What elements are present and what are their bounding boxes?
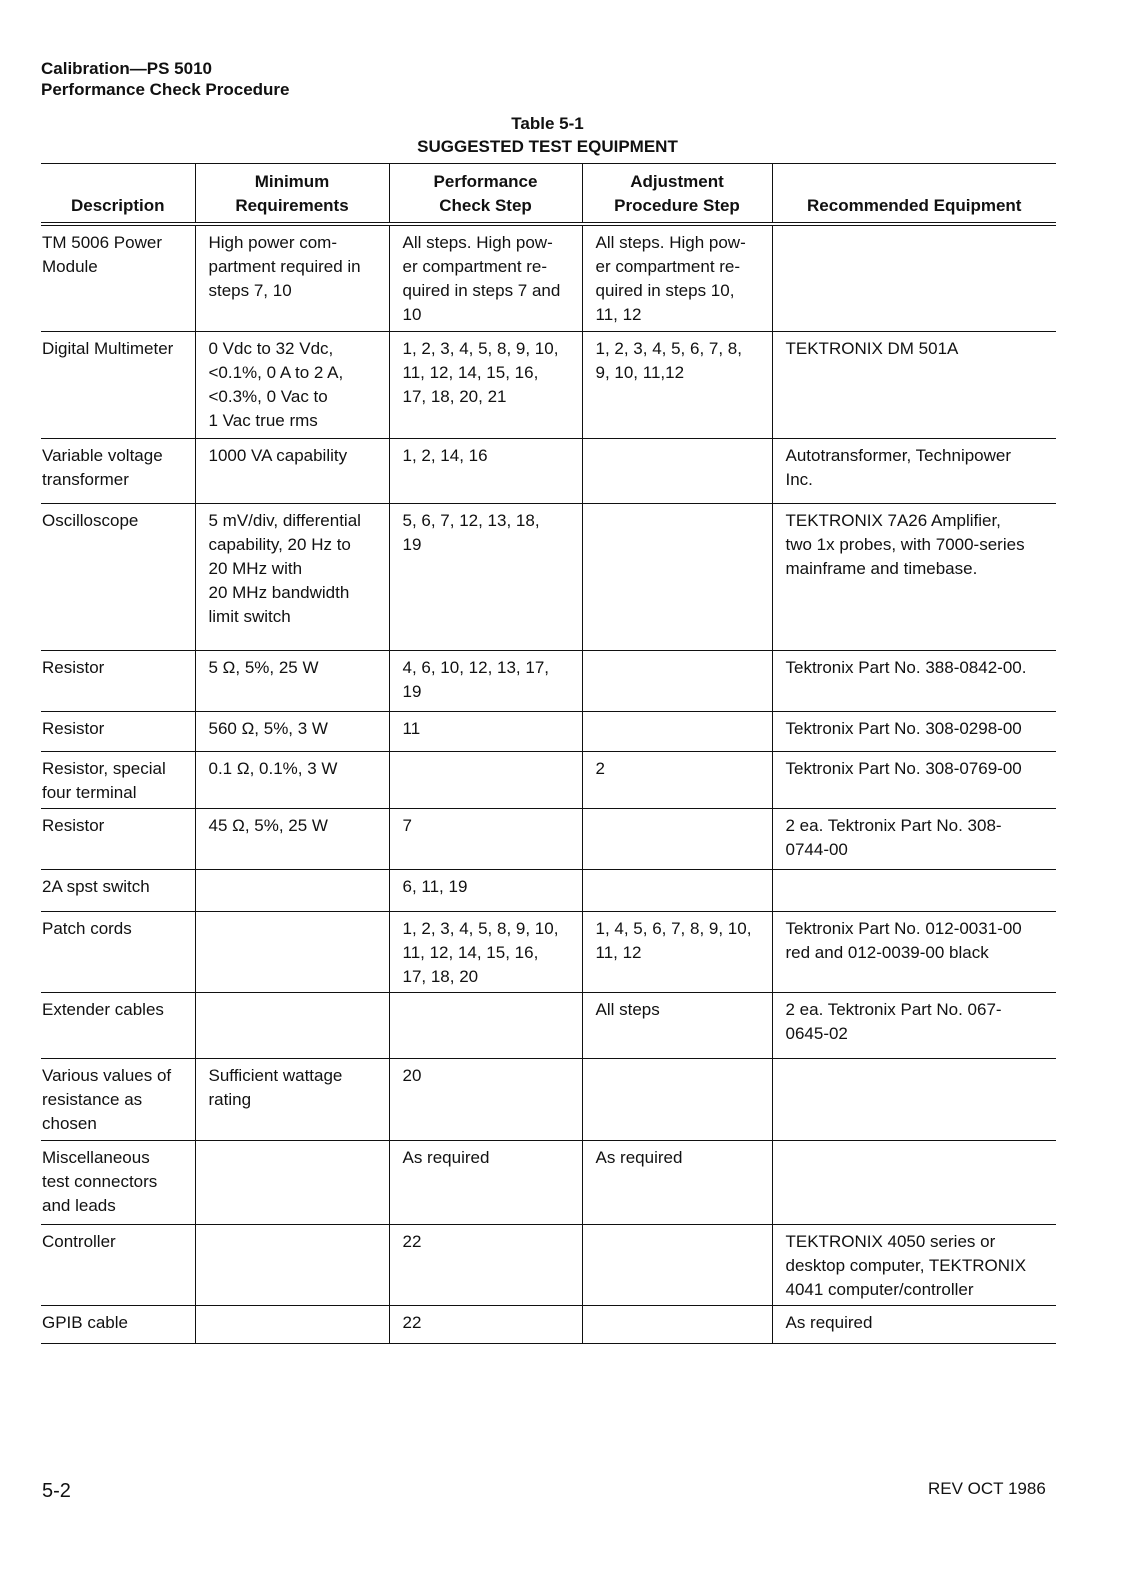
table-row: [41, 651, 1056, 712]
cell-adjustment-procedure-step: 2: [582, 752, 772, 809]
cell-description: Resistor: [41, 712, 195, 752]
cell-minimum-requirements: [195, 1141, 389, 1225]
cell-recommended-equipment: [772, 224, 1056, 332]
cell-recommended-equipment: Tektronix Part No. 012-0031-00 red and 012-0039-00 black: [772, 912, 1056, 993]
cell-description: Resistor: [41, 651, 195, 712]
cell-adjustment-procedure-step: [582, 712, 772, 752]
cell-minimum-requirements: Sufficient wattage rating: [195, 1059, 389, 1141]
cell-minimum-requirements: 0 Vdc to 32 Vdc, <0.1%, 0 A to 2 A, <0.3%, 0 Vac to 1 Vac true rms: [195, 332, 389, 439]
section-title: Calibration—PS 5010: [41, 59, 213, 78]
column-header-recommended-equipment: Recommended Equipment: [772, 164, 1056, 224]
cell-description: 2A spst switch: [41, 870, 195, 912]
cell-description: Patch cords: [41, 912, 195, 993]
table-number: Table 5-1: [511, 114, 584, 133]
section-subtitle: Performance Check Procedure: [41, 80, 290, 99]
cell-recommended-equipment: [772, 1059, 1056, 1141]
cell-performance-check-step: 11: [389, 712, 582, 752]
cell-recommended-equipment: Tektronix Part No. 308-0298-00: [772, 712, 1056, 752]
cell-adjustment-procedure-step: [582, 504, 772, 651]
cell-performance-check-step: 1, 2, 3, 4, 5, 8, 9, 10, 11, 12, 14, 15, 16, 17, 18, 20, 21: [389, 332, 582, 439]
cell-description: Resistor: [41, 809, 195, 870]
column-header-adjustment-procedure-step: Adjustment Procedure Step: [582, 164, 772, 224]
cell-adjustment-procedure-step: [582, 1059, 772, 1141]
cell-adjustment-procedure-step: As required: [582, 1141, 772, 1225]
cell-minimum-requirements: 1000 VA capability: [195, 439, 389, 504]
table-caption: [0, 112, 1095, 158]
table-title: SUGGESTED TEST EQUIPMENT: [417, 137, 678, 156]
table-row: [41, 1059, 1056, 1141]
cell-adjustment-procedure-step: 1, 2, 3, 4, 5, 6, 7, 8, 9, 10, 11,12: [582, 332, 772, 439]
cell-adjustment-procedure-step: All steps: [582, 993, 772, 1059]
cell-performance-check-step: [389, 752, 582, 809]
cell-description: Resistor, special four terminal: [41, 752, 195, 809]
column-header-description: Description: [41, 164, 195, 224]
cell-recommended-equipment: TEKTRONIX 4050 series or desktop computer, TEKTRONIX 4041 computer/controller: [772, 1225, 1056, 1306]
cell-description: Miscellaneous test connectors and leads: [41, 1141, 195, 1225]
column-header-minimum-requirements: Minimum Requirements: [195, 164, 389, 224]
table-row: [41, 809, 1056, 870]
cell-description: TM 5006 Power Module: [41, 224, 195, 332]
cell-recommended-equipment: [772, 1141, 1056, 1225]
cell-minimum-requirements: [195, 912, 389, 993]
cell-minimum-requirements: High power com- partment required in steps 7, 10: [195, 224, 389, 332]
cell-recommended-equipment: Tektronix Part No. 308-0769-00: [772, 752, 1056, 809]
table-row: [41, 993, 1056, 1059]
cell-adjustment-procedure-step: [582, 870, 772, 912]
cell-recommended-equipment: [772, 870, 1056, 912]
test-equipment-table: [41, 163, 1056, 1344]
table-row: [41, 439, 1056, 504]
table-row: [41, 1306, 1056, 1344]
cell-description: Various values of resistance as chosen: [41, 1059, 195, 1141]
table-row: [41, 504, 1056, 651]
cell-adjustment-procedure-step: [582, 1306, 772, 1344]
table-row: [41, 1141, 1056, 1225]
cell-recommended-equipment: 2 ea. Tektronix Part No. 067- 0645-02: [772, 993, 1056, 1059]
cell-adjustment-procedure-step: [582, 651, 772, 712]
table-row: [41, 752, 1056, 809]
cell-performance-check-step: 4, 6, 10, 12, 13, 17, 19: [389, 651, 582, 712]
cell-minimum-requirements: [195, 1306, 389, 1344]
cell-performance-check-step: 22: [389, 1306, 582, 1344]
cell-adjustment-procedure-step: 1, 4, 5, 6, 7, 8, 9, 10, 11, 12: [582, 912, 772, 993]
table-row: [41, 912, 1056, 993]
cell-performance-check-step: 6, 11, 19: [389, 870, 582, 912]
table-row: [41, 712, 1056, 752]
cell-minimum-requirements: [195, 870, 389, 912]
table-row: [41, 224, 1056, 332]
cell-adjustment-procedure-step: [582, 1225, 772, 1306]
revision-date: REV OCT 1986: [928, 1479, 1046, 1498]
cell-recommended-equipment: Autotransformer, Technipower Inc.: [772, 439, 1056, 504]
cell-minimum-requirements: 0.1 Ω, 0.1%, 3 W: [195, 752, 389, 809]
page-header: [41, 58, 290, 100]
cell-recommended-equipment: 2 ea. Tektronix Part No. 308- 0744-00: [772, 809, 1056, 870]
cell-minimum-requirements: 45 Ω, 5%, 25 W: [195, 809, 389, 870]
cell-description: Controller: [41, 1225, 195, 1306]
cell-performance-check-step: 5, 6, 7, 12, 13, 18, 19: [389, 504, 582, 651]
table-header-row: [41, 164, 1056, 224]
cell-performance-check-step: 20: [389, 1059, 582, 1141]
column-header-performance-check-step: Performance Check Step: [389, 164, 582, 224]
cell-description: Oscilloscope: [41, 504, 195, 651]
cell-performance-check-step: As required: [389, 1141, 582, 1225]
table-row: [41, 1225, 1056, 1306]
cell-recommended-equipment: TEKTRONIX DM 501A: [772, 332, 1056, 439]
page-number: 5-2: [42, 1480, 71, 1502]
table-body: [41, 224, 1056, 1344]
cell-performance-check-step: 1, 2, 14, 16: [389, 439, 582, 504]
cell-performance-check-step: 7: [389, 809, 582, 870]
cell-performance-check-step: [389, 993, 582, 1059]
table-row: [41, 870, 1056, 912]
cell-adjustment-procedure-step: [582, 439, 772, 504]
cell-minimum-requirements: 5 Ω, 5%, 25 W: [195, 651, 389, 712]
table-row: [41, 332, 1056, 439]
cell-description: Extender cables: [41, 993, 195, 1059]
cell-minimum-requirements: [195, 1225, 389, 1306]
cell-performance-check-step: 22: [389, 1225, 582, 1306]
cell-minimum-requirements: 5 mV/div, differential capability, 20 Hz to 20 MHz with 20 MHz bandwidth limit switch: [195, 504, 389, 651]
cell-minimum-requirements: [195, 993, 389, 1059]
cell-description: Digital Multimeter: [41, 332, 195, 439]
cell-adjustment-procedure-step: [582, 809, 772, 870]
cell-minimum-requirements: 560 Ω, 5%, 3 W: [195, 712, 389, 752]
cell-recommended-equipment: Tektronix Part No. 388-0842-00.: [772, 651, 1056, 712]
cell-performance-check-step: 1, 2, 3, 4, 5, 8, 9, 10, 11, 12, 14, 15, 16, 17, 18, 20: [389, 912, 582, 993]
cell-description: Variable voltage transformer: [41, 439, 195, 504]
cell-performance-check-step: All steps. High pow- er compartment re- quired in steps 7 and 10: [389, 224, 582, 332]
cell-recommended-equipment: TEKTRONIX 7A26 Amplifier, two 1x probes, with 7000-series mainframe and timebase.: [772, 504, 1056, 651]
cell-adjustment-procedure-step: All steps. High pow- er compartment re- quired in steps 10, 11, 12: [582, 224, 772, 332]
cell-description: GPIB cable: [41, 1306, 195, 1344]
cell-recommended-equipment: As required: [772, 1306, 1056, 1344]
